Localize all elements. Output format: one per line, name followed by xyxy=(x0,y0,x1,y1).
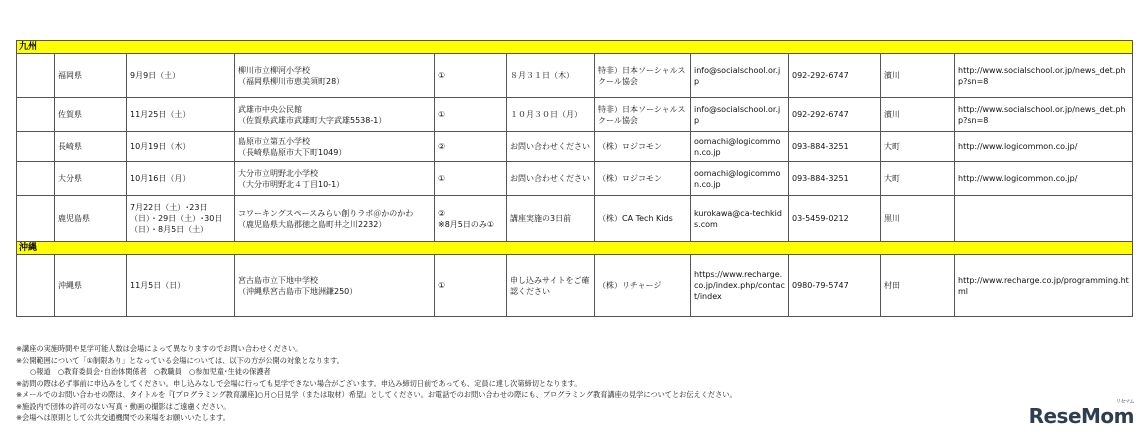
contact-person-cell: 濱川 xyxy=(881,98,955,132)
url-link[interactable]: http://www.recharge.co.jp/programming.html xyxy=(955,255,1133,317)
region-header-okinawa xyxy=(17,242,1133,255)
phone-cell: 092-292-6747 xyxy=(789,54,881,98)
email-link[interactable]: info@socialschool.or.jp xyxy=(691,98,789,132)
range-cell: ① xyxy=(435,54,507,98)
organizer-cell: （株）ロジコモン xyxy=(595,132,691,162)
index-cell xyxy=(17,255,55,317)
venue-address: （福岡県柳川市恵美須町28） xyxy=(238,76,345,86)
phone-cell: 092-292-6747 xyxy=(789,98,881,132)
venue-cell xyxy=(235,196,435,242)
index-cell xyxy=(17,132,55,162)
footnotes xyxy=(16,343,916,424)
deadline-cell: 申し込みサイトをご確認ください xyxy=(507,255,595,317)
date-cell: 9月9日（土） xyxy=(127,54,235,98)
range-note: ※8月5日のみ① xyxy=(438,219,495,229)
contact-person-cell: 濱川 xyxy=(881,54,955,98)
deadline-cell: 講座実施の3日前 xyxy=(507,196,595,242)
venue-cell xyxy=(235,98,435,132)
table-row xyxy=(17,196,1133,242)
date-cell: 7月22日（土）･23日（日）・29日（土）･30日（日）・8月5日（土） xyxy=(127,196,235,242)
table-row xyxy=(17,98,1133,132)
email-link[interactable]: https://www.recharge.co.jp/index.php/contact/index xyxy=(691,255,789,317)
footnote: ※講座の実施時間や見学可能人数は会場によって異なりますのでお問い合わせください。 xyxy=(16,344,303,353)
index-cell xyxy=(17,196,55,242)
venue-name: 宮古島市立下地中学校 xyxy=(238,275,318,285)
venue-cell xyxy=(235,162,435,196)
table-row xyxy=(17,132,1133,162)
venue-address: （長崎県島原市大下町1049） xyxy=(238,147,347,157)
footnote: ※訪問の際は必ず事前に申込みをしてください。申し込みなしで会場に行っても見学できない場合がございます。申込み締切日前であっても、定員に達し次第締切となります。 xyxy=(16,378,582,388)
organizer-cell: （株）ロジコモン xyxy=(595,162,691,196)
deadline-cell: お問い合わせください xyxy=(507,132,595,162)
table-row xyxy=(17,162,1133,196)
range-cell xyxy=(435,196,507,242)
organizer-cell: 特非）日本ソーシャルスクール協会 xyxy=(595,98,691,132)
email-link[interactable]: oomachi@logicommon.co.jp xyxy=(691,132,789,162)
prefecture-cell: 福岡県 xyxy=(55,54,127,98)
organizer-cell: （株）リチャージ xyxy=(595,255,691,317)
phone-cell: 093-884-3251 xyxy=(789,162,881,196)
prefecture-cell: 長崎県 xyxy=(55,132,127,162)
table-row xyxy=(17,54,1133,98)
venue-name: コワーキングスペースみらい創りラボ＠かのかわ xyxy=(238,208,414,218)
venue-name: 島原市立第五小学校 xyxy=(238,136,310,146)
venue-address: （鹿児島県大島郡徳之島町井之川2232） xyxy=(238,219,387,229)
deadline-cell: お問い合わせください xyxy=(507,162,595,196)
footnote: ※公開範囲について「①制限あり」となっている会場については、以下の方が公開の対象となります。 xyxy=(16,355,344,365)
venue-cell xyxy=(235,54,435,98)
organizer-cell: （株）CA Tech Kids xyxy=(595,196,691,242)
logo-text: ReseMom xyxy=(1028,404,1134,428)
region-header-kyushu xyxy=(17,41,1133,54)
deadline-cell: ８月３１日（木） xyxy=(507,54,595,98)
venue-name: 大分市立明野北小学校 xyxy=(238,168,318,178)
contact-person-cell: 大町 xyxy=(881,162,955,196)
index-cell xyxy=(17,98,55,132)
venue-address: （沖縄県宮古島市下地洲鎌250） xyxy=(238,286,358,296)
contact-person-cell: 黒川 xyxy=(881,196,955,242)
index-cell xyxy=(17,54,55,98)
url-link[interactable]: http://www.logicommon.co.jp/ xyxy=(955,162,1133,196)
email-link[interactable]: oomachi@logicommon.co.jp xyxy=(691,162,789,196)
range-cell: ① xyxy=(435,162,507,196)
venue-name: 武雄市中央公民館 xyxy=(238,104,302,114)
range-cell: ① xyxy=(435,255,507,317)
organizer-cell: 特非）日本ソーシャルスクール協会 xyxy=(595,54,691,98)
footnote: ※メールでのお問い合わせの際は、タイトルを『[プログラミング教育講座]○月○日見学（または取材）希望』としてください。お電話でのお問い合わせの際にも、プログラミング教育講座の見学についてとお伝えください。 xyxy=(16,390,737,399)
footnote: ※施設内で団体の許可のない写真・動画の撮影はご遠慮ください。 xyxy=(16,401,231,411)
contact-person-cell: 大町 xyxy=(881,132,955,162)
region-name: 九州 xyxy=(17,41,1133,54)
prefecture-cell: 沖縄県 xyxy=(55,255,127,317)
url-link[interactable]: http://www.logicommon.co.jp/ xyxy=(955,132,1133,162)
phone-cell: 03-5459-0212 xyxy=(789,196,881,242)
venue-name: 柳川市立柳河小学校 xyxy=(238,65,310,75)
contact-person-cell: 村田 xyxy=(881,255,955,317)
logo-subtext: リセマム xyxy=(1116,399,1134,405)
venue-cell xyxy=(235,255,435,317)
phone-cell: 093-884-3251 xyxy=(789,132,881,162)
url-link[interactable] xyxy=(955,196,1133,242)
prefecture-cell: 鹿児島県 xyxy=(55,196,127,242)
footnote-audience-list: ○報道 ○教育委員会･自治体関係者 ○教職員 ○参加児童･生徒の保護者 xyxy=(30,367,271,376)
index-cell xyxy=(17,162,55,196)
venue-table xyxy=(16,40,1133,317)
email-link[interactable]: kurokawa@ca-techkids.com xyxy=(691,196,789,242)
date-cell: 11月25日（土） xyxy=(127,98,235,132)
region-name: 沖縄 xyxy=(17,242,1133,255)
venue-address: （佐賀県武雄市武雄町大字武雄5538-1） xyxy=(238,115,387,125)
phone-cell: 0980-79-5747 xyxy=(789,255,881,317)
deadline-cell: １０月３０日（月） xyxy=(507,98,595,132)
date-cell: 10月19日（木） xyxy=(127,132,235,162)
range-value: ② xyxy=(438,208,446,218)
range-cell: ② xyxy=(435,132,507,162)
table-row xyxy=(17,255,1133,317)
range-cell: ① xyxy=(435,98,507,132)
prefecture-cell: 大分県 xyxy=(55,162,127,196)
date-cell: 11月5日（日） xyxy=(127,255,235,317)
url-link[interactable]: http://www.socialschool.or.jp/news_det.php?sn=8 xyxy=(955,98,1133,132)
date-cell: 10月16日（月） xyxy=(127,162,235,196)
footnote: ※会場へは原則として公共交通機関での来場をお願いいたします。 xyxy=(16,413,230,422)
venue-address: （大分市明野北４丁目10-1） xyxy=(238,179,345,189)
venue-cell xyxy=(235,132,435,162)
url-link[interactable]: http://www.socialschool.or.jp/news_det.php?sn=8 xyxy=(955,54,1133,98)
resemom-logo xyxy=(1028,399,1134,428)
prefecture-cell: 佐賀県 xyxy=(55,98,127,132)
email-link[interactable]: info@socialschool.or.jp xyxy=(691,54,789,98)
